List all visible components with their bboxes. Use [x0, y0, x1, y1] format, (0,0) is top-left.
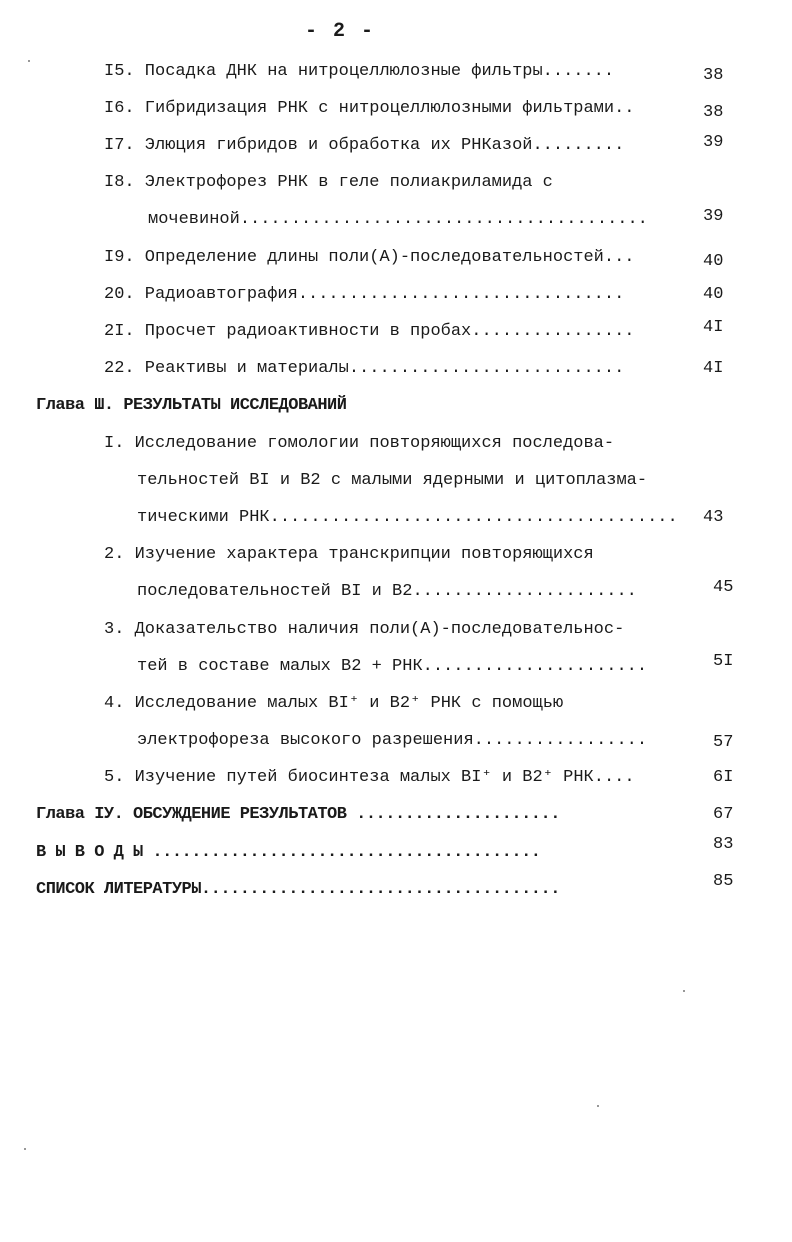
toc-entry-text: мочевиной........................................: [148, 210, 648, 229]
toc-page-ref: 83: [713, 835, 734, 854]
toc-page-ref: 39: [703, 133, 724, 152]
toc-entry-text: тическими РНК........................................: [137, 508, 678, 527]
toc-page-ref: 40: [703, 252, 724, 271]
toc-entry-text: тей в составе малых B2 + РНК......................: [137, 657, 648, 676]
toc-entry-text: I. Исследование гомологии повторяющихся последова-: [104, 434, 615, 453]
toc-page-ref: 5I: [713, 652, 734, 671]
toc-entry-text: 5. Изучение путей биосинтеза малых BI⁺ и B2⁺ РНК....: [104, 768, 635, 787]
toc-entry-text: I5. Посадка ДНК на нитроцеллюлозные фильтры.......: [104, 62, 615, 81]
scan-speck: [683, 990, 685, 992]
toc-entry-text: 20. Радиоавтография................................: [104, 285, 625, 304]
toc-entry-text: I8. Электрофорез РНК в геле полиакриламида с: [104, 173, 553, 192]
toc-entry-text: 22. Реактивы и материалы...........................: [104, 359, 625, 378]
toc-entry-text: Глава Ш. РЕЗУЛЬТАТЫ ИССЛЕДОВАНИЙ: [36, 396, 347, 415]
toc-page-ref: 85: [713, 872, 734, 891]
page-number: - 2 -: [304, 20, 375, 43]
toc-page-ref: 39: [703, 207, 724, 226]
toc-entry-text: 3. Доказательство наличия поли(А)-последовательнос-: [104, 620, 625, 639]
toc-page-ref: 38: [703, 66, 724, 85]
toc-entry-text: электрофореза высокого разрешения.................: [137, 731, 648, 750]
toc-entry-text: 2. Изучение характера транскрипции повторяющихся: [104, 545, 594, 564]
toc-entry-text: I7. Элюция гибридов и обработка их РНКазой.........: [104, 136, 625, 155]
toc-page-ref: 40: [703, 285, 724, 304]
toc-entry-text: последовательностей BI и B2......................: [137, 582, 637, 601]
toc-entry-text: тельностей BI и B2 с малыми ядерными и цитоплазма-: [137, 471, 648, 490]
toc-page-ref: 6I: [713, 768, 734, 787]
toc-entry-text: В Ы В О Д Ы ........................................: [36, 843, 541, 862]
toc-page-ref: 45: [713, 578, 734, 597]
toc-entry-text: 4. Исследование малых BI⁺ и B2⁺ РНК с помощью: [104, 694, 564, 713]
toc-page-ref: 67: [713, 805, 734, 824]
toc-entry-text: I9. Определение длины поли(А)-последовательностей...: [104, 248, 635, 267]
scan-speck: [28, 60, 30, 62]
toc-page-ref: 4I: [703, 318, 724, 337]
toc-page-ref: 4I: [703, 359, 724, 378]
toc-entry-text: СПИСОК ЛИТЕРАТУРЫ.....................................: [36, 880, 560, 899]
toc-page-ref: 43: [703, 508, 724, 527]
toc-entry-text: I6. Гибридизация РНК с нитроцеллюлозными фильтрами..: [104, 99, 635, 118]
toc-page-ref: 38: [703, 103, 724, 122]
scan-speck: [597, 1105, 599, 1107]
toc-page-ref: 57: [713, 733, 734, 752]
scan-speck: [24, 1148, 26, 1150]
toc-entry-text: Глава IУ. ОБСУЖДЕНИЕ РЕЗУЛЬТАТОВ .....................: [36, 805, 560, 824]
toc-entry-text: 2I. Просчет радиоактивности в пробах................: [104, 322, 635, 341]
